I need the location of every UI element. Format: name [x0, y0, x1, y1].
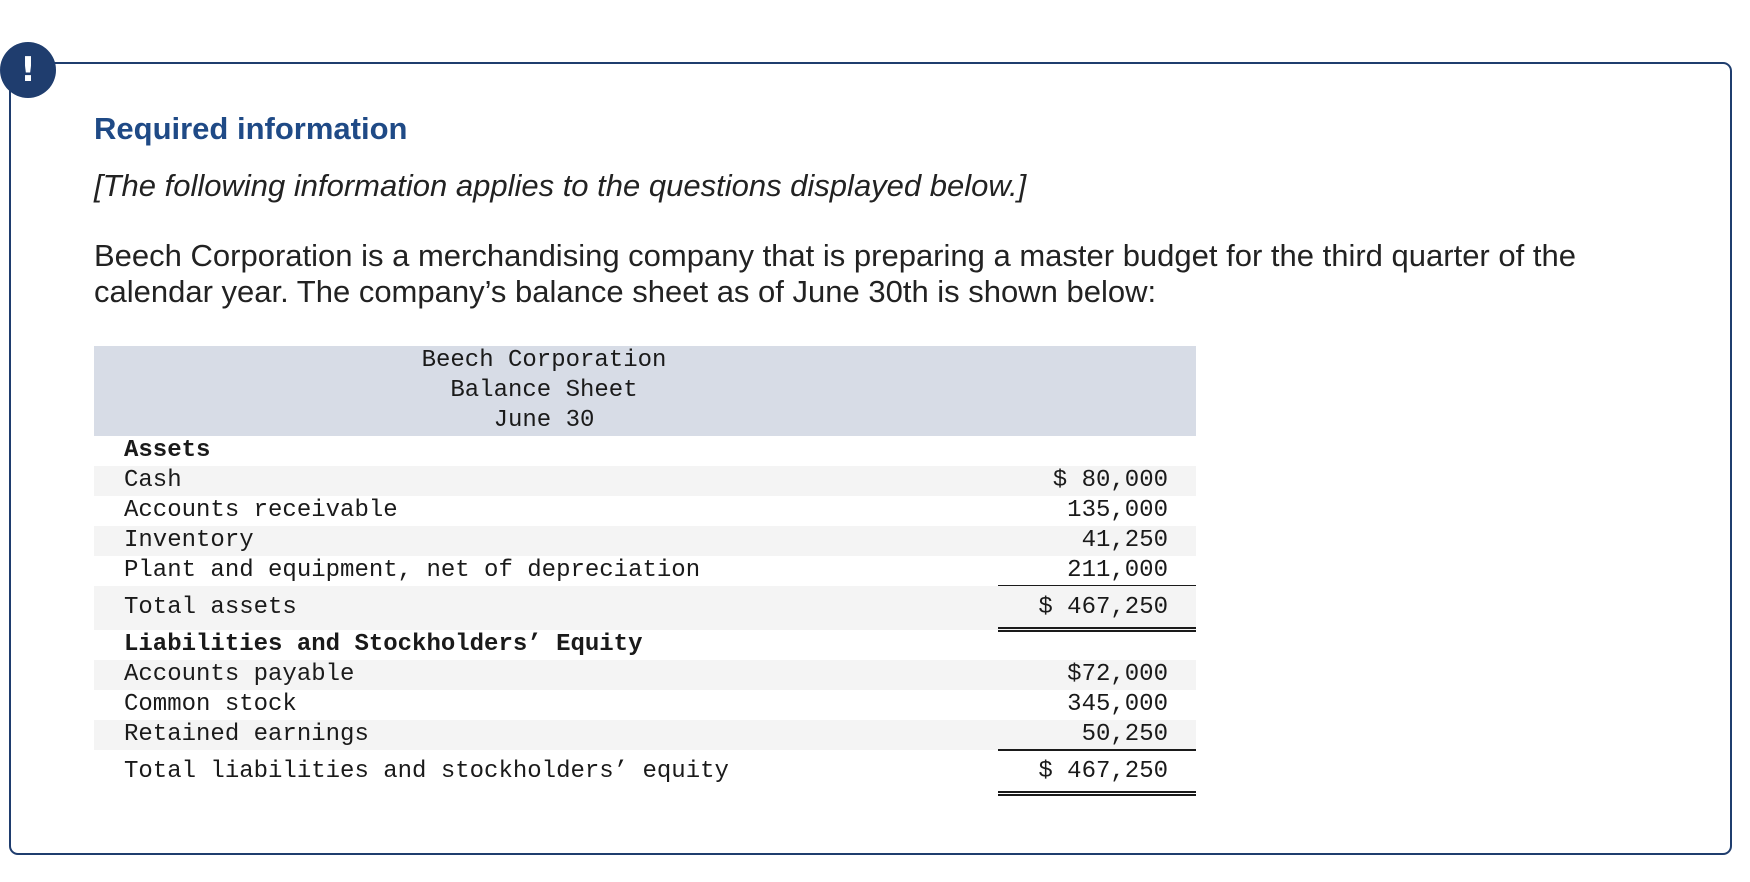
row-value: $ 80,000: [1052, 467, 1168, 494]
liabilities-heading: Liabilities and Stockholders’ Equity: [124, 631, 643, 658]
total-assets-row: [94, 586, 1196, 630]
row-label: Retained earnings: [124, 721, 369, 748]
row-value: 41,250: [1081, 527, 1168, 554]
total-liabilities-value: $ 467,250: [1038, 758, 1168, 785]
intro-paragraph: Beech Corporation is a merchandising company that is preparing a master budget for the third quarter of the calendar year. The company’s balance sheet as of June 30th is shown below:: [94, 238, 1576, 309]
row-label: Common stock: [124, 691, 297, 718]
assets-heading-row: [94, 436, 1196, 466]
total-assets-label: Total assets: [124, 594, 297, 621]
balance-sheet-header: [94, 346, 1196, 436]
row-value: 211,000: [1067, 557, 1168, 584]
balance-sheet: [94, 346, 1196, 794]
row-label: Accounts payable: [124, 661, 355, 688]
table-row: [94, 720, 1196, 750]
required-information-heading: Required information: [94, 111, 408, 146]
table-row: [94, 496, 1196, 526]
row-label: Accounts receivable: [124, 497, 398, 524]
company-name: Beech Corporation: [421, 347, 667, 374]
applies-note: [The following information applies to the questions displayed below.]: [94, 168, 1027, 203]
total-assets-value: $ 467,250: [1038, 594, 1168, 621]
total-double-rule: [998, 791, 1196, 796]
statement-title: Balance Sheet: [450, 377, 638, 404]
table-row: [94, 526, 1196, 556]
table-row: [94, 690, 1196, 720]
row-value: 50,250: [1081, 721, 1168, 748]
row-value: 345,000: [1067, 691, 1168, 718]
row-label: Plant and equipment, net of depreciation: [124, 557, 701, 584]
statement-date: June 30: [493, 407, 595, 434]
row-value: 135,000: [1067, 497, 1168, 524]
total-liabilities-row: [94, 750, 1196, 794]
row-value: $72,000: [1067, 661, 1168, 688]
table-row: [94, 556, 1196, 586]
liabilities-heading-row: [94, 630, 1196, 660]
table-row: [94, 660, 1196, 690]
total-liabilities-label: Total liabilities and stockholders’ equity: [124, 758, 729, 785]
row-label: Cash: [124, 467, 182, 494]
assets-heading: Assets: [124, 437, 211, 464]
row-label: Inventory: [124, 527, 254, 554]
table-row: [94, 466, 1196, 496]
alert-icon: !: [0, 42, 56, 98]
